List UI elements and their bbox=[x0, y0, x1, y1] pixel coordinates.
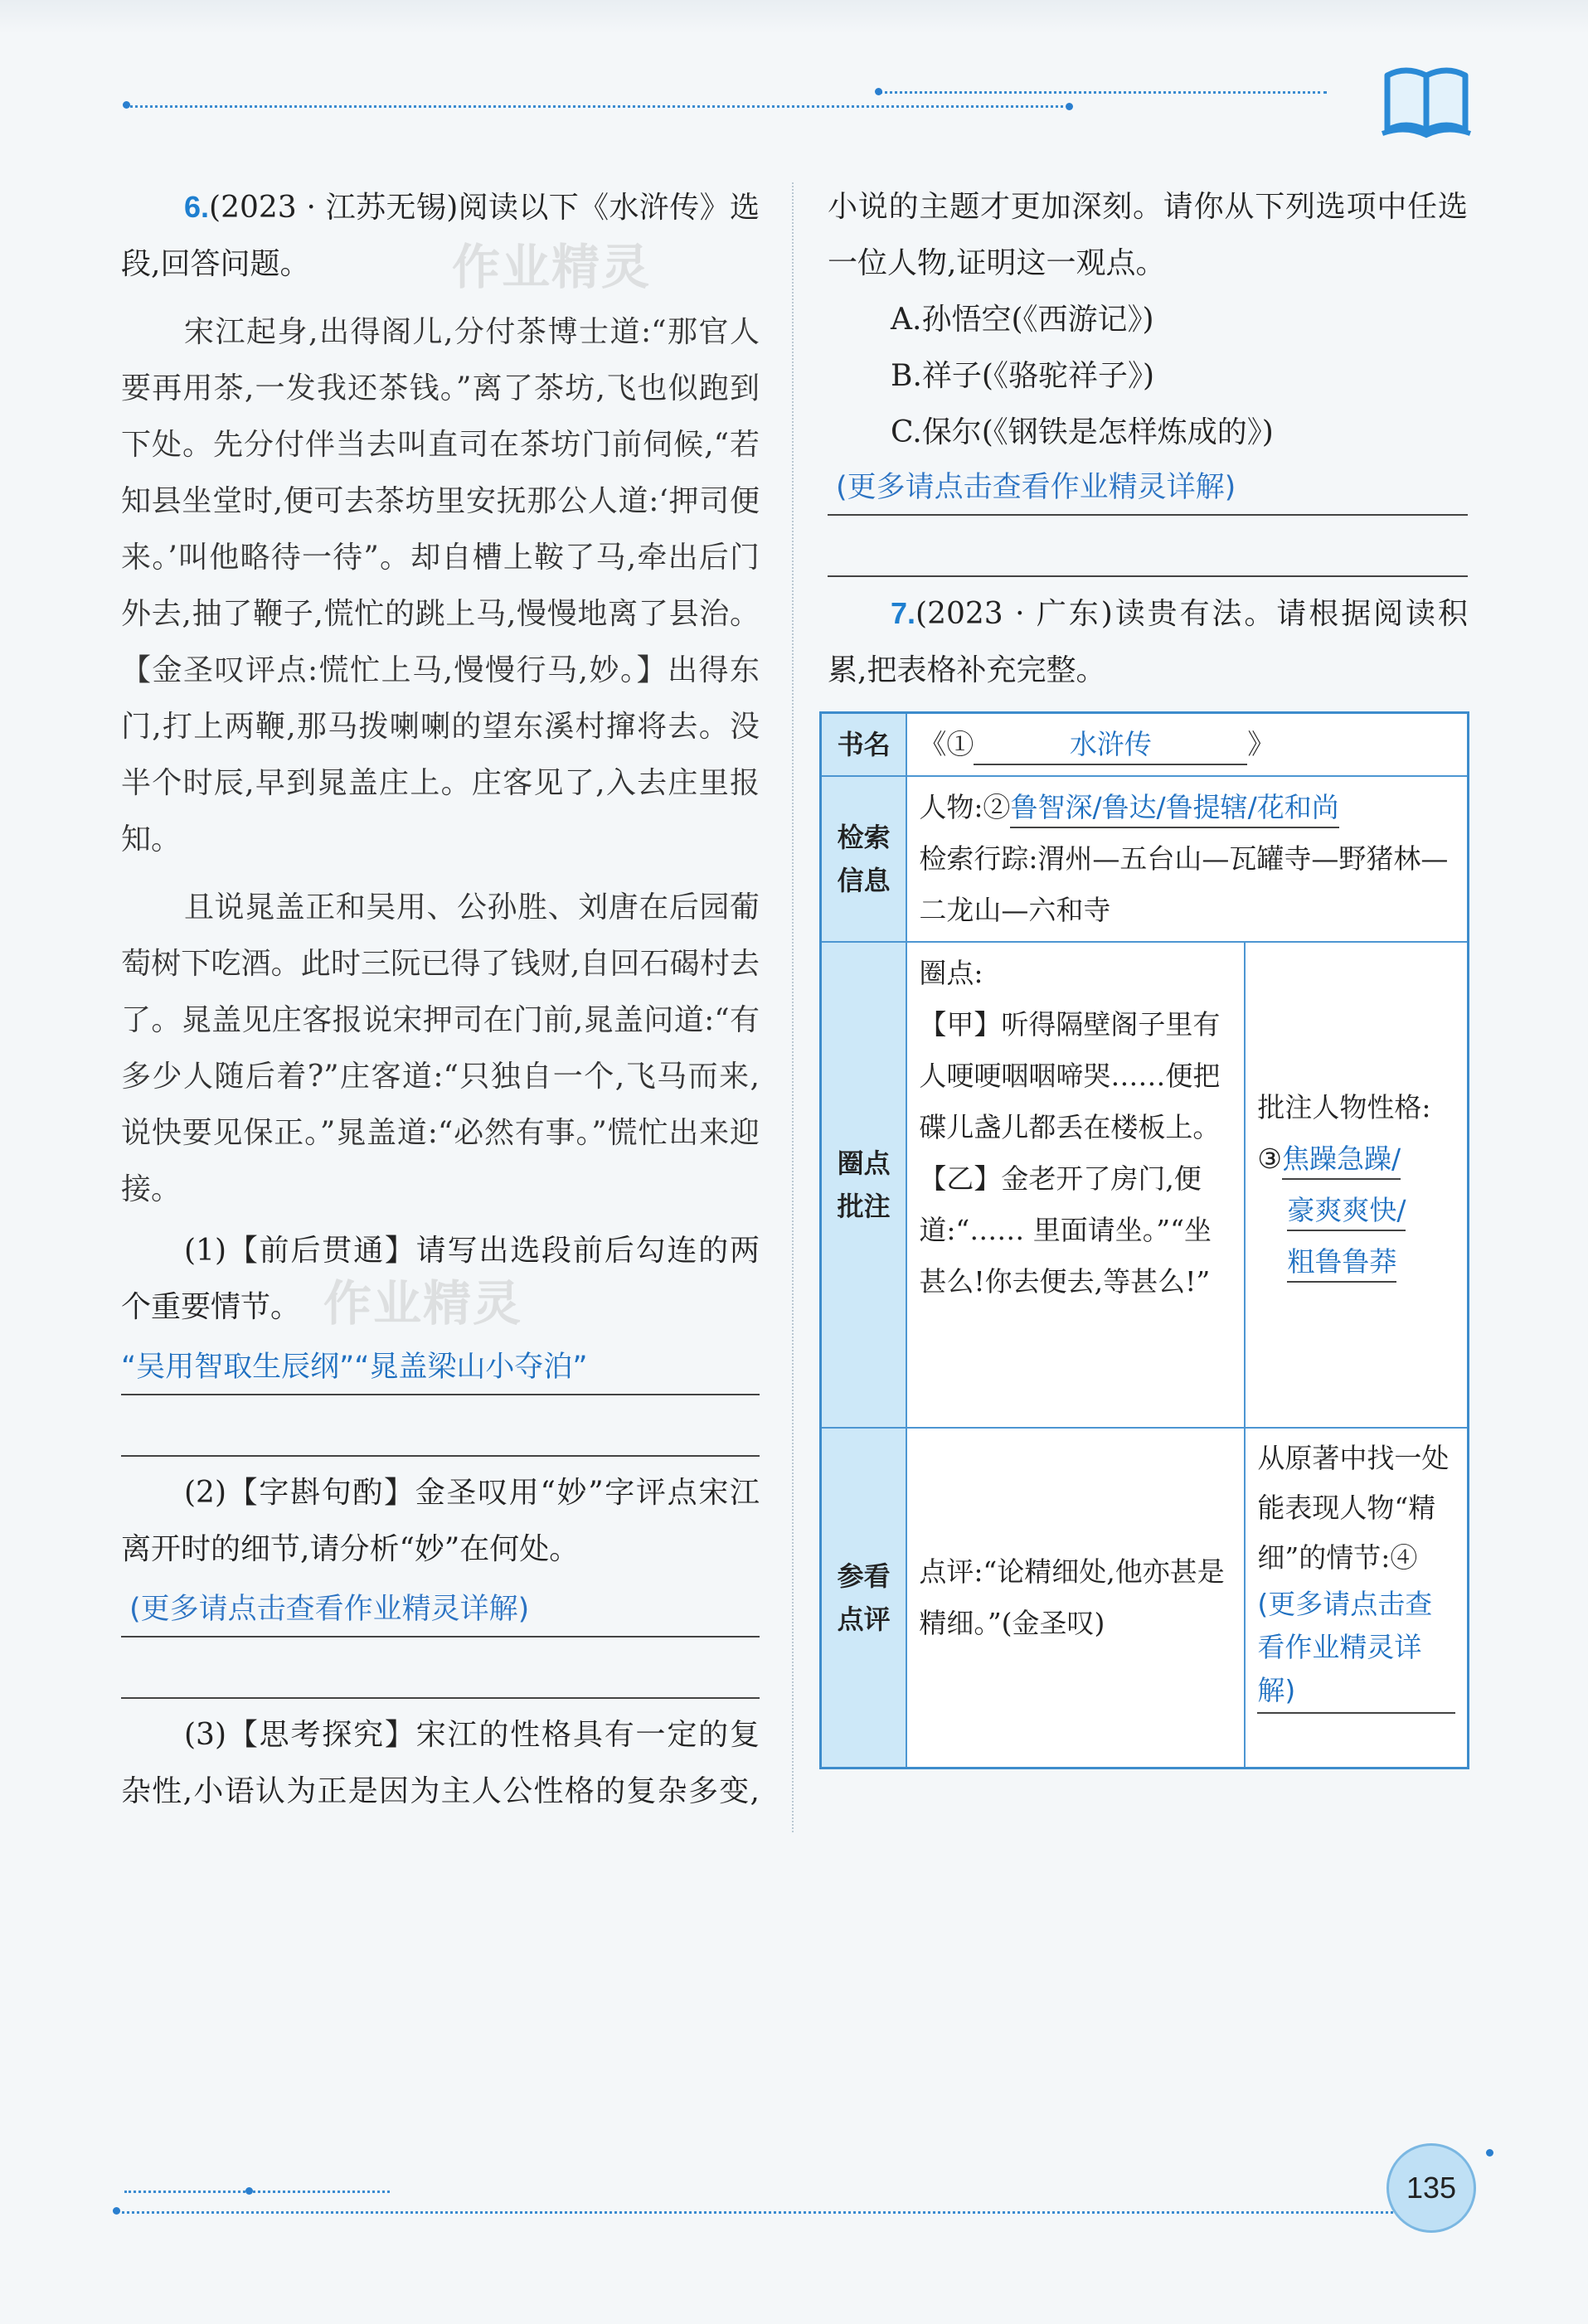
q6-sub3: (3)【思考探究】宋江的性格具有一定的复杂性,小语认为正是因为主人公性格的复杂多变, bbox=[121, 1718, 760, 1808]
book-answer: 水浒传 bbox=[1069, 728, 1152, 760]
circle-b: 【乙】金老开了房门,便道:“…… 里面请坐。”“坐甚么!你去便去,等甚么!” bbox=[919, 1162, 1212, 1298]
page-top-edge bbox=[0, 0, 1588, 33]
book-label: 书名 bbox=[821, 713, 907, 777]
q6-sub3-continued bbox=[828, 179, 1468, 292]
review-text: 点评:“论精细处,他亦甚是精细。”(金圣叹) bbox=[906, 1428, 1245, 1768]
q6-sub1-answer: “吴用智取生辰纲”“晁盖梁山小夺泊” bbox=[121, 1351, 588, 1384]
book-icon bbox=[1381, 62, 1472, 138]
q6-option-c: C.保尔(《钢铁是怎样炼成的》) bbox=[891, 415, 1274, 449]
review-answer-link[interactable]: (更多请点击查看作业精灵详解) bbox=[1257, 1583, 1455, 1714]
q6-header: 6.(2023 · 江苏无锡)阅读以下《水浒传》选段,回答问题。 bbox=[121, 190, 760, 281]
search-label: 检索信息 bbox=[821, 776, 907, 942]
q6-sub3-clip bbox=[121, 1707, 760, 1820]
review-cell: 从原著中找一处能表现人物“精细”的情节:④(更多请点击查看作业精灵详解) bbox=[1245, 1428, 1468, 1768]
circle-cell: 圈点: 【甲】听得隔壁阁子里有人哽哽咽咽啼哭……便把碟儿盏儿都丢在楼板上。 【乙】金老开了房门,便道:“…… 里面请坐。”“坐甚么!你去便去,等甚么!” bbox=[906, 942, 1245, 1428]
footer-dot bbox=[113, 2207, 120, 2215]
q7-number: 7. bbox=[891, 596, 916, 630]
q6-sub3-continuation: 小说的主题才更加深刻。请你从下列选项中任选一位人物,证明这一观点。 bbox=[828, 190, 1468, 280]
q6-option-b: B.祥子(《骆驼祥子》) bbox=[891, 359, 1154, 393]
header-dotted-line bbox=[124, 105, 1070, 108]
search-cell: 人物:②鲁智深/鲁达/鲁提辖/花和尚 检索行踪:渭州—五台山—瓦罐寺—野猪林—二龙山—六和寺 bbox=[906, 776, 1468, 942]
q6-sub2: (2)【字斟句酌】金圣叹用“妙”字评点宋江离开时的细节,请分析“妙”在何处。 bbox=[121, 1476, 760, 1566]
footer-dot bbox=[1486, 2149, 1493, 2157]
reading-table bbox=[819, 711, 1469, 1769]
circle-a: 【甲】听得隔壁阁子里有人哽哽咽咽啼哭……便把碟儿盏儿都丢在楼板上。 bbox=[919, 1008, 1221, 1143]
header-dot bbox=[875, 88, 882, 95]
q6-passage-1: 宋江起身,出得阁儿,分付茶博士道:“那官人要再用茶,一发我还茶钱。”离了茶坊,飞也似跑到下处。先分付伴当去叫直司在茶坊门前伺候,“若知县坐堂时,便可去茶坊里安抚那公人道:‘押司便来。’叫他略待一待”。却自槽上鞍了马,牵出后门外去,抽了鞭子,慌忙的跳上马,慢慢地离了县治。【金圣叹评点:慌忙上马,慢慢行马,妙。】出得东门,打上两鞭,那马拨喇喇的望东溪村撺将去。没半个时辰,早到晁盖庄上。庄客见了,入去庄里报知。 bbox=[121, 315, 760, 856]
answer-line bbox=[121, 1639, 760, 1699]
q6-sub2-answer-link[interactable]: (更多请点击查看作业精灵详解) bbox=[129, 1593, 530, 1626]
person-answer: 鲁智深/鲁达/鲁提辖/花和尚 bbox=[1010, 788, 1338, 828]
header-dot bbox=[1066, 103, 1073, 110]
watermark: 作业精灵 bbox=[452, 239, 652, 295]
footer-dot bbox=[245, 2187, 253, 2195]
left-column bbox=[121, 179, 760, 1820]
answer-line bbox=[121, 1397, 760, 1457]
page-number: 135 bbox=[1386, 2143, 1476, 2233]
q6-passage-2: 且说晁盖正和吴用、公孙胜、刘唐在后园葡萄树下吃酒。此时三阮已得了钱财,自回石碣村去了。晁盖见庄客报说宋押司在门前,晁盖问道:“有多少人随后着?”庄客道:“只独自一个,飞马而来,说快要见保正。”晁盖道:“必然有事。”慌忙出来迎接。 bbox=[121, 890, 760, 1206]
q6-sub1: (1)【前后贯通】请写出选段前后勾连的两个重要情节。 bbox=[121, 1234, 760, 1324]
route-text: 检索行踪:渭州—五台山—瓦罐寺—野猪林—二龙山—六和寺 bbox=[919, 842, 1449, 926]
annot-cell: 批注人物性格: ③焦躁急躁/ 豪爽爽快/ 粗鲁鲁莽 bbox=[1245, 942, 1468, 1428]
footer-dotted-line bbox=[124, 2191, 390, 2193]
annot-answer-3: 粗鲁鲁莽 bbox=[1287, 1243, 1396, 1283]
answer-line bbox=[828, 458, 1468, 516]
annot-answer-2: 豪爽爽快/ bbox=[1287, 1191, 1406, 1231]
answer-line bbox=[121, 1579, 760, 1637]
column-separator bbox=[792, 182, 794, 1832]
q7-header: 7.(2023 · 广东)读贵有法。请根据阅读积累,把表格补充完整。 bbox=[828, 596, 1468, 687]
right-column bbox=[828, 179, 1468, 699]
q6-number: 6. bbox=[184, 190, 210, 224]
review-label: 参看点评 bbox=[821, 1428, 907, 1768]
annot-prompt: 批注人物性格: bbox=[1257, 1091, 1431, 1123]
answer-line bbox=[121, 1337, 760, 1395]
q6-option-a: A.孙悟空(《西游记》) bbox=[891, 303, 1154, 337]
header-dot bbox=[123, 101, 130, 109]
watermark: 作业精灵 bbox=[323, 1275, 523, 1332]
footer-dotted-line bbox=[116, 2211, 1393, 2214]
q6-sub3-answer-link[interactable]: (更多请点击查看作业精灵详解) bbox=[836, 471, 1236, 504]
annot-answer-1: 焦躁急躁/ bbox=[1282, 1140, 1401, 1180]
answer-line bbox=[828, 517, 1468, 577]
annot-label: 圈点批注 bbox=[821, 942, 907, 1428]
header-dotted-line-right bbox=[879, 91, 1327, 94]
book-cell: 《① 水浒传 》 bbox=[906, 713, 1468, 777]
